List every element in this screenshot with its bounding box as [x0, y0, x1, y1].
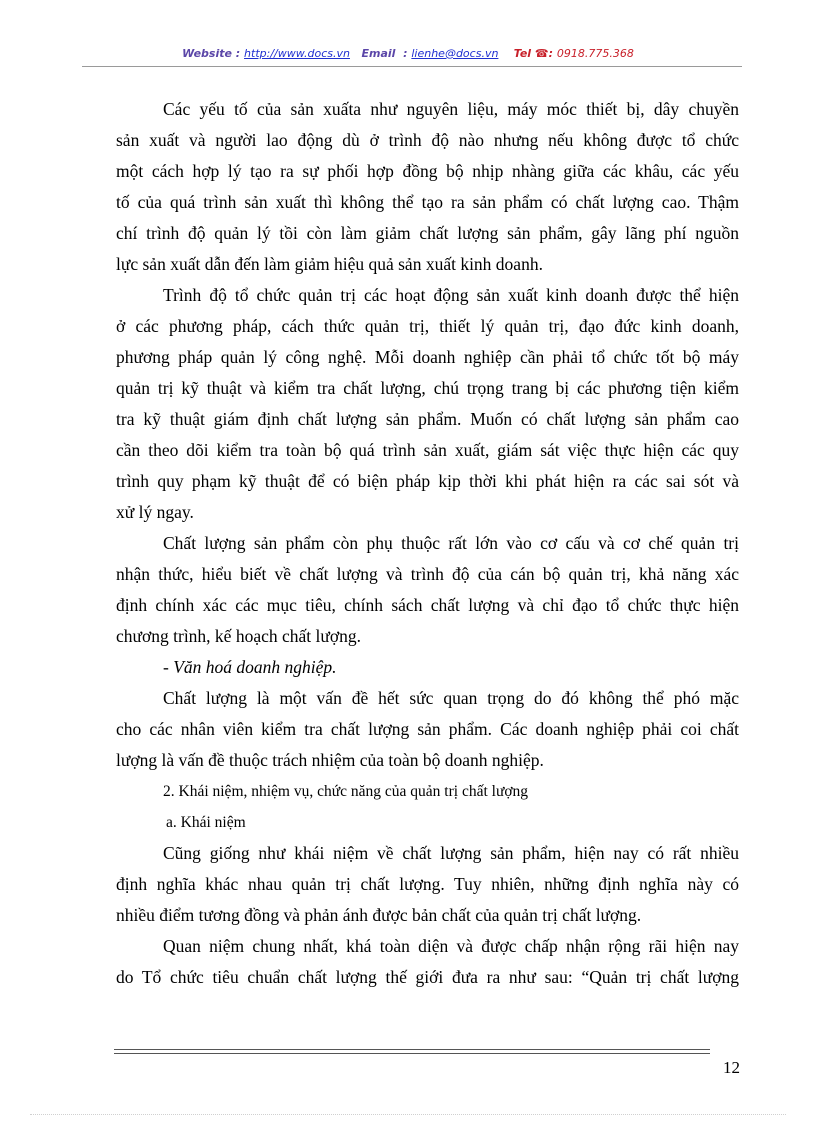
- body-line: xử lý ngay.: [116, 502, 194, 522]
- body-line: cho các nhân viên kiểm tra chất lượng sản phẩm. Các doanh nghiệp phải coi chất: [116, 719, 739, 739]
- body-line: Trình độ tổ chức quản trị các hoạt động sản xuất kinh doanh được thể hiện: [163, 285, 739, 305]
- body-line: định chính xác các mục tiêu, chính sách chất lượng và chỉ đạo tổ chức thực hiện: [116, 595, 739, 615]
- page-header: [0, 47, 816, 60]
- body-line: quản trị kỹ thuật và kiểm tra chất lượng, chú trọng trang bị các phương tiện kiểm: [116, 378, 739, 398]
- body-line: tố của quá trình sản xuất thì không thể tạo ra sản phẩm có chất lượng cao. Thậm: [116, 192, 739, 212]
- email-link[interactable]: lienhe@docs.vn: [411, 47, 499, 60]
- body-line: do Tổ chức tiêu chuẩn chất lượng thế giới đưa ra như sau: “Quản trị chất lượng: [116, 967, 739, 987]
- body-line: nhiều điểm tương đồng và phản ánh được bản chất của quản trị chất lượng.: [116, 905, 642, 925]
- email-separator: :: [403, 47, 408, 60]
- footer-divider-top: [114, 1049, 710, 1050]
- section-subtitle: - Văn hoá doanh nghiệp.: [163, 657, 337, 677]
- page-edge-dotted-line: [30, 1114, 786, 1115]
- body-line: chương trình, kế hoạch chất lượng.: [116, 626, 361, 646]
- body-line: trình quy phạm kỹ thuật để có biện pháp kịp thời khi phát hiện ra các sai sót và: [116, 471, 739, 491]
- body-line: Chất lượng là một vấn đề hết sức quan trọng do đó không thể phó mặc: [163, 688, 739, 708]
- body-line: Quan niệm chung nhất, khá toàn diện và được chấp nhận rộng rãi hiện nay: [163, 936, 739, 956]
- body-line: một cách hợp lý tạo ra sự phối hợp đồng bộ nhịp nhàng giữa các khâu, các yếu: [116, 161, 739, 181]
- body-line: Các yếu tố của sản xuấta như nguyên liệu, máy móc thiết bị, dây chuyền: [163, 99, 739, 119]
- document-body: [116, 94, 739, 993]
- tel-label: Tel ☎:: [513, 47, 553, 60]
- header-divider: [82, 66, 742, 67]
- body-line: sản xuất và người lao động dù ở trình độ nào nhưng nếu không được tổ chức: [116, 130, 739, 150]
- body-line: tra kỹ thuật giám định chất lượng sản phẩm. Muốn có chất lượng sản phẩm cao: [116, 409, 739, 429]
- body-line: ở các phương pháp, cách thức quản trị, thiết lý quản trị, đạo đức kinh doanh,: [116, 316, 739, 336]
- footer-divider-bottom: [114, 1053, 710, 1054]
- website-label: Website :: [182, 47, 241, 60]
- section-heading: 2. Khái niệm, nhiệm vụ, chức năng của quản trị chất lượng: [163, 783, 529, 800]
- body-line: lực sản xuất dẫn đến làm giảm hiệu quả sản xuất kinh doanh.: [116, 254, 543, 274]
- body-line: cần theo dõi kiểm tra toàn bộ quá trình sản xuất, giám sát việc thực hiện các quy: [116, 440, 739, 460]
- body-line: định nghĩa khác nhau quản trị chất lượng. Tuy nhiên, những định nghĩa này có: [116, 874, 739, 894]
- website-link[interactable]: http://www.docs.vn: [244, 47, 350, 60]
- body-line: lượng là vấn đề thuộc trách nhiệm của toàn bộ doanh nghiệp.: [116, 750, 544, 770]
- page-number: 12: [723, 1058, 740, 1077]
- body-line: phương pháp quản lý công nghệ. Mỗi doanh nghiệp cần phải tổ chức tốt bộ máy: [116, 347, 739, 367]
- body-line: Cũng giống như khái niệm về chất lượng sản phẩm, hiện nay có rất nhiều: [163, 843, 739, 863]
- email-label: Email: [361, 47, 396, 60]
- body-line: Chất lượng sản phẩm còn phụ thuộc rất lớn vào cơ cấu và cơ chế quản trị: [163, 533, 739, 553]
- body-line: chí trình độ quản lý tồi còn làm giảm chất lượng sản phẩm, gây lãng phí nguồn: [116, 223, 739, 243]
- subsection-heading: a. Khái niệm: [166, 814, 246, 831]
- tel-number: 0918.775.368: [556, 47, 634, 60]
- body-line: nhận thức, hiểu biết về chất lượng và trình độ của cán bộ quản trị, khả năng xác: [116, 564, 739, 584]
